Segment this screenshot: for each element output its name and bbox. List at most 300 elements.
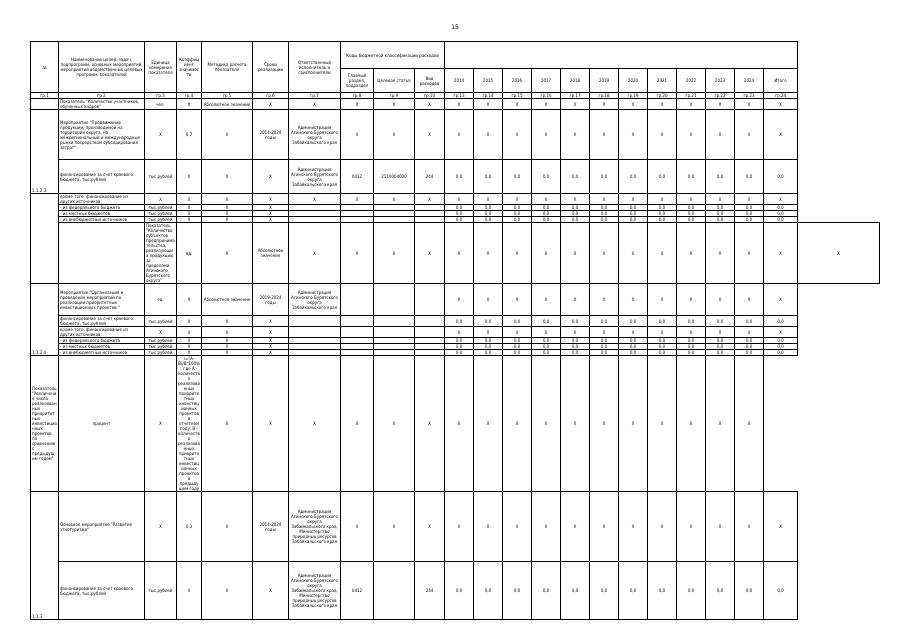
table-row	[31, 356, 880, 492]
cell: X	[532, 223, 561, 284]
cell: X	[202, 205, 253, 211]
cell: тыс.рублей	[145, 205, 177, 211]
cell: 0,0	[735, 205, 764, 211]
row-label: - из федерального бюджета	[59, 338, 145, 344]
col-number: гр.14	[474, 93, 503, 99]
cell: X	[764, 99, 798, 110]
cell: X	[177, 327, 202, 338]
cell: 0,0	[445, 338, 474, 344]
cell: X	[177, 316, 202, 327]
cell: X	[648, 223, 677, 284]
cell: чел.	[145, 99, 177, 110]
row-label: - из внебюджетных источников	[59, 217, 145, 223]
cell: X	[532, 327, 561, 338]
cell: 0,0	[503, 217, 532, 223]
cell: 0,0	[532, 338, 561, 344]
row-label: Основное мероприятие "Развитие этнотуризма"	[59, 492, 145, 562]
cell: 0,0	[648, 338, 677, 344]
hdr-year: 2024	[735, 69, 764, 93]
col-number: гр.7	[289, 93, 341, 99]
cell: X	[202, 160, 253, 194]
cell: X	[415, 99, 445, 110]
cell: X	[648, 492, 677, 562]
cell: X	[253, 327, 289, 338]
cell: X	[445, 110, 474, 160]
cell: X	[202, 110, 253, 160]
cell: 0,0	[648, 217, 677, 223]
cell: X	[677, 327, 706, 338]
cell: X	[503, 194, 532, 205]
cell: 0,0	[764, 160, 798, 194]
cell: тыс.рублей	[145, 160, 177, 194]
hdr-coef: Коэффициент значимости	[177, 42, 202, 93]
cell	[374, 562, 415, 620]
cell: тыс.рублей	[145, 211, 177, 217]
table-row	[31, 350, 880, 356]
cell: X	[177, 99, 202, 110]
cell: X	[706, 356, 735, 492]
cell: 0,0	[532, 211, 561, 217]
cell: X	[706, 194, 735, 205]
col-number: гр.8	[341, 93, 374, 99]
cell: 0,0	[735, 344, 764, 350]
cell: 0,0	[735, 217, 764, 223]
cell: X	[374, 492, 415, 562]
cell: 0,0	[532, 350, 561, 356]
cell: X	[415, 492, 445, 562]
col-number: гр.18	[590, 93, 619, 99]
cell: X	[145, 356, 177, 492]
cell: X	[619, 110, 648, 160]
cell: X	[374, 223, 415, 284]
hdr-year: 2021	[648, 69, 677, 93]
cell: 0,0	[561, 562, 590, 620]
hdr-year: 2016	[503, 69, 532, 93]
cell: X	[764, 492, 798, 562]
cell: 0,0	[474, 205, 503, 211]
cell: X	[677, 99, 706, 110]
cell: 0,0	[619, 344, 648, 350]
cell: X	[177, 194, 202, 205]
cell: 0,0	[474, 316, 503, 327]
cell: Абсолютное значение	[202, 99, 253, 110]
cell: Администрация Агинского Бурятского округа Забайкальского края, Министерство природных ресурсов Забайкальского края	[289, 492, 341, 562]
cell: X	[202, 217, 253, 223]
row-number: 1.1.3	[31, 492, 59, 620]
row-number: 1.1.2.4	[31, 284, 59, 356]
row-label: Показатель "Количество участников, обученных кадров"	[59, 99, 145, 110]
cell: X	[445, 492, 474, 562]
cell: X	[561, 99, 590, 110]
cell: Администрация Агинского Бурятского округа Забайкальского края	[289, 284, 341, 316]
hdr-terms: Сроки реализации	[253, 42, 289, 93]
cell: X	[202, 223, 253, 284]
cell: X	[177, 217, 202, 223]
hdr-year: 2022	[677, 69, 706, 93]
cell: 0,0	[561, 205, 590, 211]
cell: X	[289, 223, 341, 284]
cell: 0,0	[764, 562, 798, 620]
cell: 0,0	[474, 562, 503, 620]
cell: X	[289, 99, 341, 110]
cell: X	[503, 327, 532, 338]
cell: 0,0	[445, 316, 474, 327]
cell: 0,0	[677, 350, 706, 356]
cell: 2014-2024 годы	[253, 110, 289, 160]
col-number: гр.1	[31, 93, 59, 99]
cell: X	[474, 194, 503, 205]
cell: X	[590, 284, 619, 316]
row-label: финансирование за счет краевого бюджета, тыс.рублей	[59, 562, 145, 620]
cell: 0,0	[474, 350, 503, 356]
cell: 0,0	[474, 217, 503, 223]
cell: X	[503, 223, 532, 284]
cell: X	[735, 223, 764, 284]
cell: X	[253, 344, 289, 350]
hdr-year: 2017	[532, 69, 561, 93]
cell	[341, 284, 374, 316]
cell: X	[561, 284, 590, 316]
cell: 0,0	[503, 350, 532, 356]
cell: 0,0	[561, 211, 590, 217]
cell: X	[202, 338, 253, 344]
cell: X	[374, 356, 415, 492]
cell: 0,0	[706, 217, 735, 223]
cell: 0,0	[445, 350, 474, 356]
cell: X	[619, 99, 648, 110]
cell: 0,0	[561, 338, 590, 344]
cell: X	[474, 327, 503, 338]
cell: 0,0	[590, 211, 619, 217]
cell: X	[677, 223, 706, 284]
cell: 0,0	[764, 217, 798, 223]
cell: 0,0	[677, 205, 706, 211]
table-row	[31, 110, 880, 160]
cell: X	[677, 284, 706, 316]
row-label: кроме того, финансирование из других источников:	[59, 327, 145, 338]
cell	[289, 327, 341, 338]
cell: Абсолютное значение	[202, 284, 253, 316]
cell	[415, 284, 445, 316]
cell: 0,0	[619, 562, 648, 620]
cell: X	[677, 110, 706, 160]
table-row	[31, 327, 880, 338]
cell: X	[619, 492, 648, 562]
cell: 0,0	[474, 160, 503, 194]
row-label: - из внебюджетных источников	[59, 350, 145, 356]
cell: X	[253, 194, 289, 205]
cell: 2019-2024 годы	[253, 284, 289, 316]
cell: X	[177, 211, 202, 217]
cell: 0,0	[532, 160, 561, 194]
cell: X	[561, 356, 590, 492]
cell: 0,0	[590, 338, 619, 344]
cell: 0,0	[445, 217, 474, 223]
cell: X	[619, 356, 648, 492]
cell: X	[341, 492, 374, 562]
cell: 0,0	[590, 562, 619, 620]
row-label: Показатель "Количество субъектов предпринимательства, реализующих продукцию за пределами Агинского Бурятского округа"	[146, 223, 175, 283]
cell: X	[415, 223, 445, 284]
cell: X	[253, 562, 289, 620]
cell: X	[415, 356, 445, 492]
cell: X	[798, 223, 880, 284]
cell: ед.	[177, 223, 202, 284]
cell: X	[474, 356, 503, 492]
cell: X	[253, 316, 289, 327]
cell: X	[253, 211, 289, 217]
col-number: гр.13	[445, 93, 474, 99]
cell: X	[415, 194, 445, 205]
cell: X	[735, 356, 764, 492]
table-row	[31, 284, 880, 316]
cell: X	[202, 211, 253, 217]
cell: X	[764, 110, 798, 160]
cell: процент	[59, 356, 145, 492]
cell: 0,0	[648, 562, 677, 620]
cell: X	[648, 194, 677, 205]
cell: X	[532, 284, 561, 316]
cell: 0,0	[561, 350, 590, 356]
cell: X	[341, 194, 374, 205]
cell: X	[341, 110, 374, 160]
cell: 0,0	[619, 316, 648, 327]
row-label: - из местных бюджетов	[59, 211, 145, 217]
col-number: гр.23	[735, 93, 764, 99]
cell: 0,0	[619, 211, 648, 217]
cell: 0,0	[677, 344, 706, 350]
cell: X	[590, 194, 619, 205]
cell: X	[764, 327, 798, 338]
cell: X	[341, 223, 374, 284]
cell: X	[474, 284, 503, 316]
cell: X	[735, 110, 764, 160]
cell: X	[532, 356, 561, 492]
cell	[374, 316, 415, 327]
cell: 0,0	[648, 344, 677, 350]
program-table	[30, 41, 880, 620]
cell: 0,0	[474, 344, 503, 350]
cell: X	[177, 284, 202, 316]
cell: X	[445, 194, 474, 205]
cell: X	[677, 194, 706, 205]
cell: тыс.рублей	[145, 316, 177, 327]
row-label: Мероприятие "Продвижение продукции, производимой на территории округа, на межрегиональный и международные рынки посредством субсидирования затрат"	[59, 110, 145, 160]
cell: ед.	[145, 284, 177, 316]
cell: X	[202, 344, 253, 350]
cell: 0,0	[561, 316, 590, 327]
cell: 0,0	[590, 316, 619, 327]
cell: X	[341, 99, 374, 110]
table-row	[31, 217, 880, 223]
cell: X	[145, 492, 177, 562]
cell: 0,0	[445, 211, 474, 217]
cell: X	[735, 492, 764, 562]
cell: X	[374, 110, 415, 160]
cell: X	[145, 110, 177, 160]
cell: X	[590, 223, 619, 284]
cell: X	[474, 110, 503, 160]
cell: 0,0	[619, 350, 648, 356]
cell: X	[474, 223, 503, 284]
cell: X	[532, 110, 561, 160]
cell: X	[503, 356, 532, 492]
cell: X	[706, 492, 735, 562]
hdr-glavny: Главный раздел, подраздел	[341, 69, 374, 93]
cell: тыс.рублей	[145, 217, 177, 223]
col-number: гр.17	[561, 93, 590, 99]
cell: 0,0	[445, 160, 474, 194]
row-label: кроме того, финансирование из других источников:	[59, 194, 145, 205]
cell: 0,0	[706, 344, 735, 350]
cell: 0,0	[532, 217, 561, 223]
cell: X	[202, 316, 253, 327]
table-row	[31, 492, 880, 562]
col-number: гр.2	[59, 93, 145, 99]
cell: 0,0	[735, 350, 764, 356]
col-number: гр.24	[764, 93, 798, 99]
cell: 0,0	[474, 338, 503, 344]
cell: X	[619, 284, 648, 316]
row-label: Показатель "Увеличение числа реализованных приоритетных инвестиционных проектов по сравнению с предыдущим годом"	[31, 356, 59, 492]
cell: X	[619, 223, 648, 284]
hdr-method: Методика расчета показателя	[202, 42, 253, 93]
cell: 0,0	[735, 316, 764, 327]
cell: X	[735, 327, 764, 338]
cell: X	[177, 562, 202, 620]
cell: 0,0	[590, 205, 619, 211]
cell: 0,0	[735, 338, 764, 344]
cell: 0,0	[503, 205, 532, 211]
cell: 0,0	[764, 211, 798, 217]
cell: X	[445, 327, 474, 338]
cell: 0,0	[677, 160, 706, 194]
cell: 0,0	[561, 160, 590, 194]
hdr-year: 2015	[474, 69, 503, 93]
cell: X	[561, 194, 590, 205]
cell: X	[177, 344, 202, 350]
cell: 0,0	[706, 338, 735, 344]
cell: X	[677, 356, 706, 492]
row-label: финансирование за счет краевого бюджета, тыс.рублей	[59, 316, 145, 327]
cell: X	[202, 356, 253, 492]
table-row	[31, 194, 880, 205]
cell: 0,0	[590, 160, 619, 194]
cell: Абсолютное значение	[253, 223, 289, 284]
col-number: гр.19	[619, 93, 648, 99]
hdr-year: 2020	[619, 69, 648, 93]
cell	[374, 327, 415, 338]
col-number: гр.16	[532, 93, 561, 99]
cell: 0,0	[503, 562, 532, 620]
cell: X	[289, 194, 341, 205]
cell: X	[253, 99, 289, 110]
hdr-num: №	[31, 42, 59, 93]
cell: 0,0	[590, 217, 619, 223]
cell: 0,0	[503, 338, 532, 344]
hdr-year: 2018	[561, 69, 590, 93]
cell: X	[145, 327, 177, 338]
cell: 0,0	[706, 350, 735, 356]
cell: 244	[415, 562, 445, 620]
cell: X	[706, 110, 735, 160]
cell: X	[532, 492, 561, 562]
cell: 0,0	[764, 344, 798, 350]
cell: 0,0	[706, 562, 735, 620]
cell: X	[503, 110, 532, 160]
cell: X	[445, 356, 474, 492]
cell: тыс.рублей	[145, 562, 177, 620]
cell: X	[590, 356, 619, 492]
cell: X	[561, 327, 590, 338]
cell: 0,0	[648, 350, 677, 356]
col-number: гр.9	[374, 93, 415, 99]
hdr-total: Итого	[764, 69, 798, 93]
cell: X	[177, 205, 202, 211]
cell: 0,0	[503, 211, 532, 217]
cell: X	[648, 356, 677, 492]
cell: X	[253, 356, 289, 492]
cell: 0,0	[677, 338, 706, 344]
cell: X	[503, 99, 532, 110]
cell: 0,0	[735, 562, 764, 620]
cell: 0,0	[619, 205, 648, 211]
cell	[341, 327, 374, 338]
hdr-year: 2014	[445, 69, 474, 93]
row-label: - из федерального бюджета	[59, 205, 145, 211]
cell: Администрация Агинского Бурятского округа Забайкальского края, Министерство природных ресурсов Забайкальского края	[289, 562, 341, 620]
col-number: гр.10	[415, 93, 445, 99]
cell: X	[202, 350, 253, 356]
cell: 0,0	[619, 338, 648, 344]
cell: 0,0	[503, 160, 532, 194]
cell: 244	[415, 160, 445, 194]
cell: X	[532, 194, 561, 205]
cell: 0,0	[648, 205, 677, 211]
cell: X	[474, 99, 503, 110]
cell: X	[145, 194, 177, 205]
cell: X	[445, 223, 474, 284]
cell: 0,0	[503, 316, 532, 327]
cell: X	[253, 205, 289, 211]
cell: 0,0	[648, 211, 677, 217]
col-number: гр.22	[706, 93, 735, 99]
table-row	[31, 338, 880, 344]
cell: 0,0	[532, 316, 561, 327]
cell: X	[706, 284, 735, 316]
table-row	[31, 211, 880, 217]
cell: X	[415, 110, 445, 160]
hdr-responsible: Ответственный исполнитель и соисполнители	[289, 42, 341, 93]
cell: X	[374, 99, 415, 110]
cell: 0,0	[619, 160, 648, 194]
cell: 0,0	[706, 160, 735, 194]
col-number: гр.5	[202, 93, 253, 99]
hdr-vid: Вид расходов	[415, 69, 445, 93]
cell	[289, 316, 341, 327]
cell: i=(A-B)/B*100%, где A - количество реализованных приоритетных инвестиционных проектов в отчетном году, B - количество реализованных приоритетных инвестиционных проектов в предыдущем году	[178, 356, 200, 491]
cell: X	[532, 99, 561, 110]
cell: X	[590, 327, 619, 338]
cell: X	[590, 99, 619, 110]
cell: 0,0	[706, 211, 735, 217]
cell: 0,0	[706, 205, 735, 211]
row-label: финансирование за счет краевого бюджета, тыс.рублей	[59, 160, 145, 194]
cell: X	[503, 492, 532, 562]
cell: 0,0	[590, 344, 619, 350]
cell: тыс.рублей	[145, 350, 177, 356]
cell: X	[474, 492, 503, 562]
